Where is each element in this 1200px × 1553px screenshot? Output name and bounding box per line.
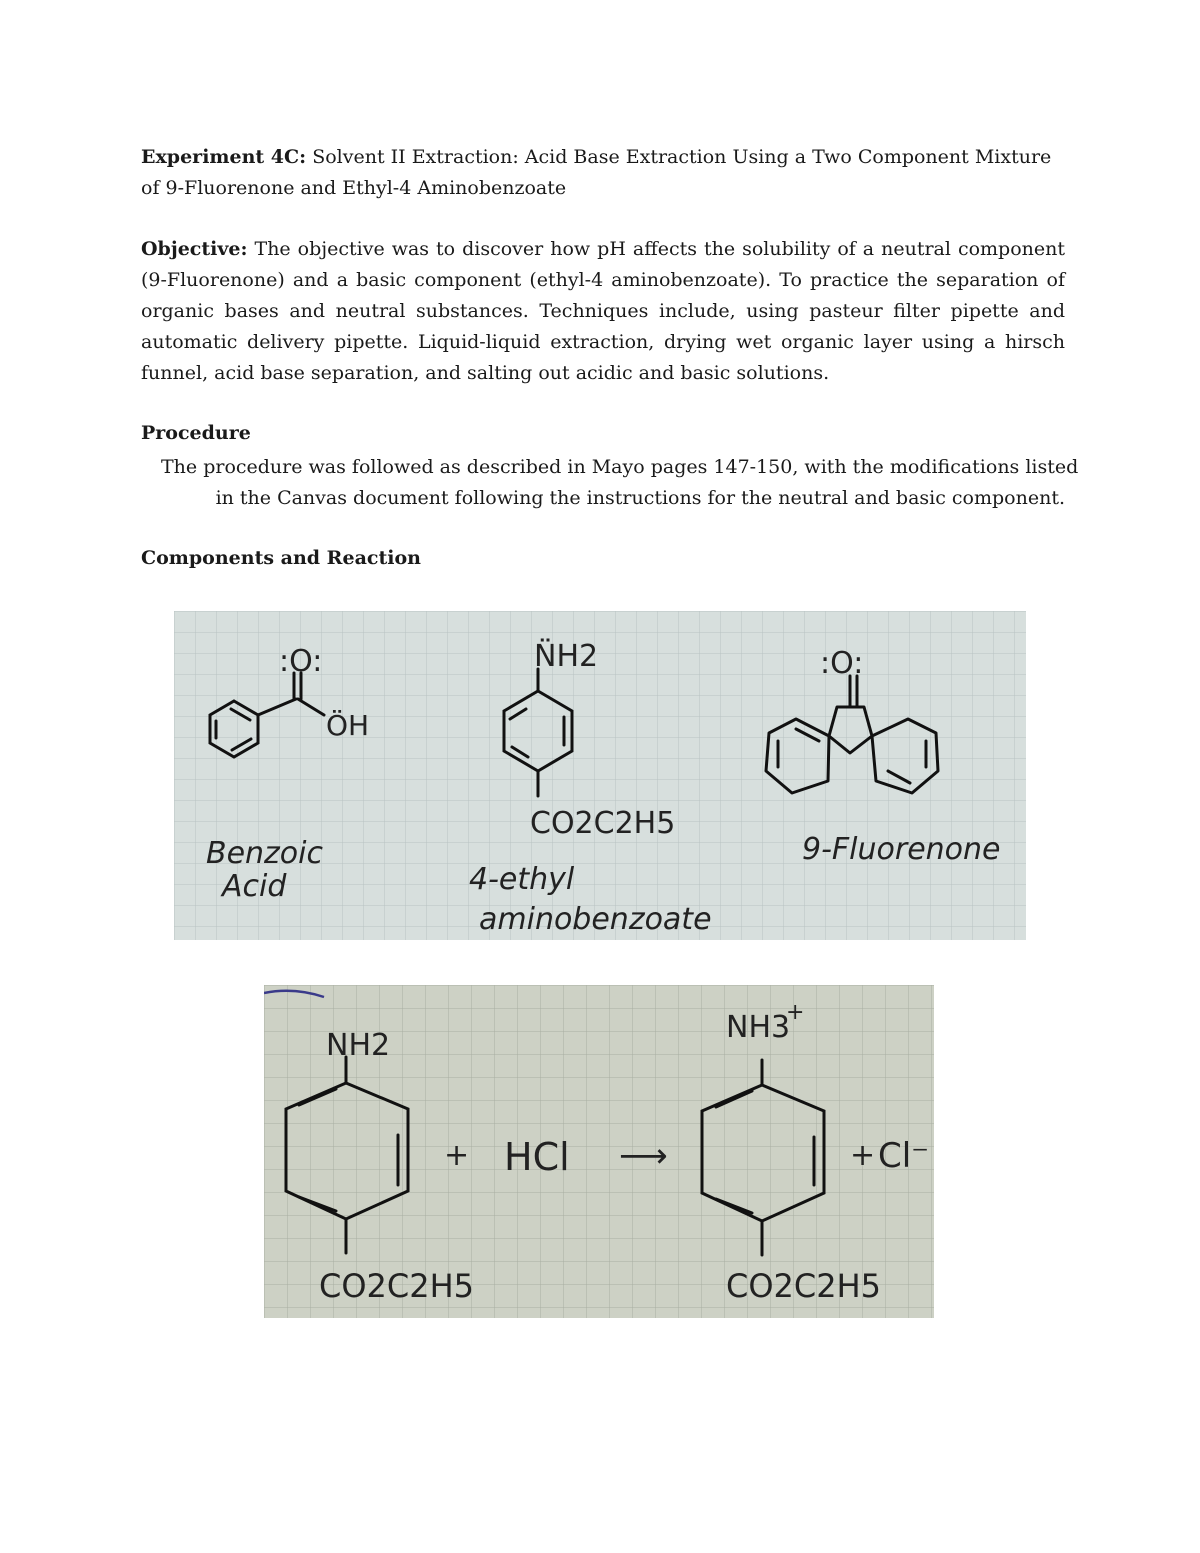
benzoic-acid-label-2: Acid bbox=[222, 869, 287, 904]
amine-group: N̈H2 bbox=[534, 639, 599, 674]
plus-sign-2: + bbox=[850, 1138, 876, 1173]
ester-group: CO2C2H5 bbox=[530, 806, 676, 841]
objective-label: Objective: bbox=[141, 238, 248, 260]
components-photo bbox=[174, 611, 1026, 940]
fluorenone-label: 9-Fluorenone bbox=[802, 832, 1001, 867]
objective-text: The objective was to discover how pH affects the solubility of a neutral component (9-Fluorenone) and a basic component (ethyl-4 aminobenzoate). To practice the separation of organic bases and neutral substances. Techniques include, using pasteur filter pipette and automatic delivery pipette. Liquid-liquid extraction, drying wet organic layer using a hirsch funnel, acid base separation, and salting out acidic and basic solutions. bbox=[141, 238, 1065, 384]
product-ammonium: NH3 bbox=[726, 1010, 791, 1045]
ethyl-aminobenzoate-label-2: aminobenzoate bbox=[479, 902, 712, 937]
experiment-label: Experiment 4C: bbox=[141, 146, 307, 168]
components-heading: Components and Reaction bbox=[141, 547, 421, 569]
reactant-ester: CO2C2H5 bbox=[319, 1267, 475, 1305]
experiment-title-text: Solvent II Extraction: Acid Base Extraction Using a Two Component Mixture of 9-Fluorenone and Ethyl-4 Aminobenzoate bbox=[141, 146, 1052, 199]
chloride-ion: Cl⁻ bbox=[878, 1136, 930, 1176]
objective-paragraph bbox=[141, 234, 1065, 389]
product-charge: + bbox=[786, 1000, 805, 1025]
procedure-heading: Procedure bbox=[141, 422, 251, 444]
reagent-hcl: HCl bbox=[504, 1135, 570, 1179]
benzoic-hydroxyl: ÖH bbox=[326, 709, 370, 742]
reactant-amine: NH2 bbox=[326, 1028, 391, 1063]
plus-sign-1: + bbox=[444, 1138, 470, 1173]
reaction-photo bbox=[264, 985, 934, 1318]
benzoic-acid-label-1: Benzoic bbox=[206, 836, 323, 871]
procedure-text bbox=[141, 452, 1079, 514]
procedure-line-2: in the Canvas document following the instructions for the neutral and basic component. bbox=[215, 487, 1065, 509]
procedure-line-1: The procedure was followed as described in Mayo pages 147-150, with the modifications listed bbox=[161, 456, 1079, 478]
fluorenone-oxygen: :O: bbox=[820, 646, 864, 681]
product-ester: CO2C2H5 bbox=[726, 1267, 882, 1305]
reaction-arrow: ⟶ bbox=[619, 1136, 668, 1176]
experiment-title bbox=[141, 142, 1065, 204]
ethyl-aminobenzoate-label-1: 4-ethyl bbox=[469, 862, 575, 897]
benzoic-carbonyl-oxygen: :O: bbox=[279, 644, 323, 679]
